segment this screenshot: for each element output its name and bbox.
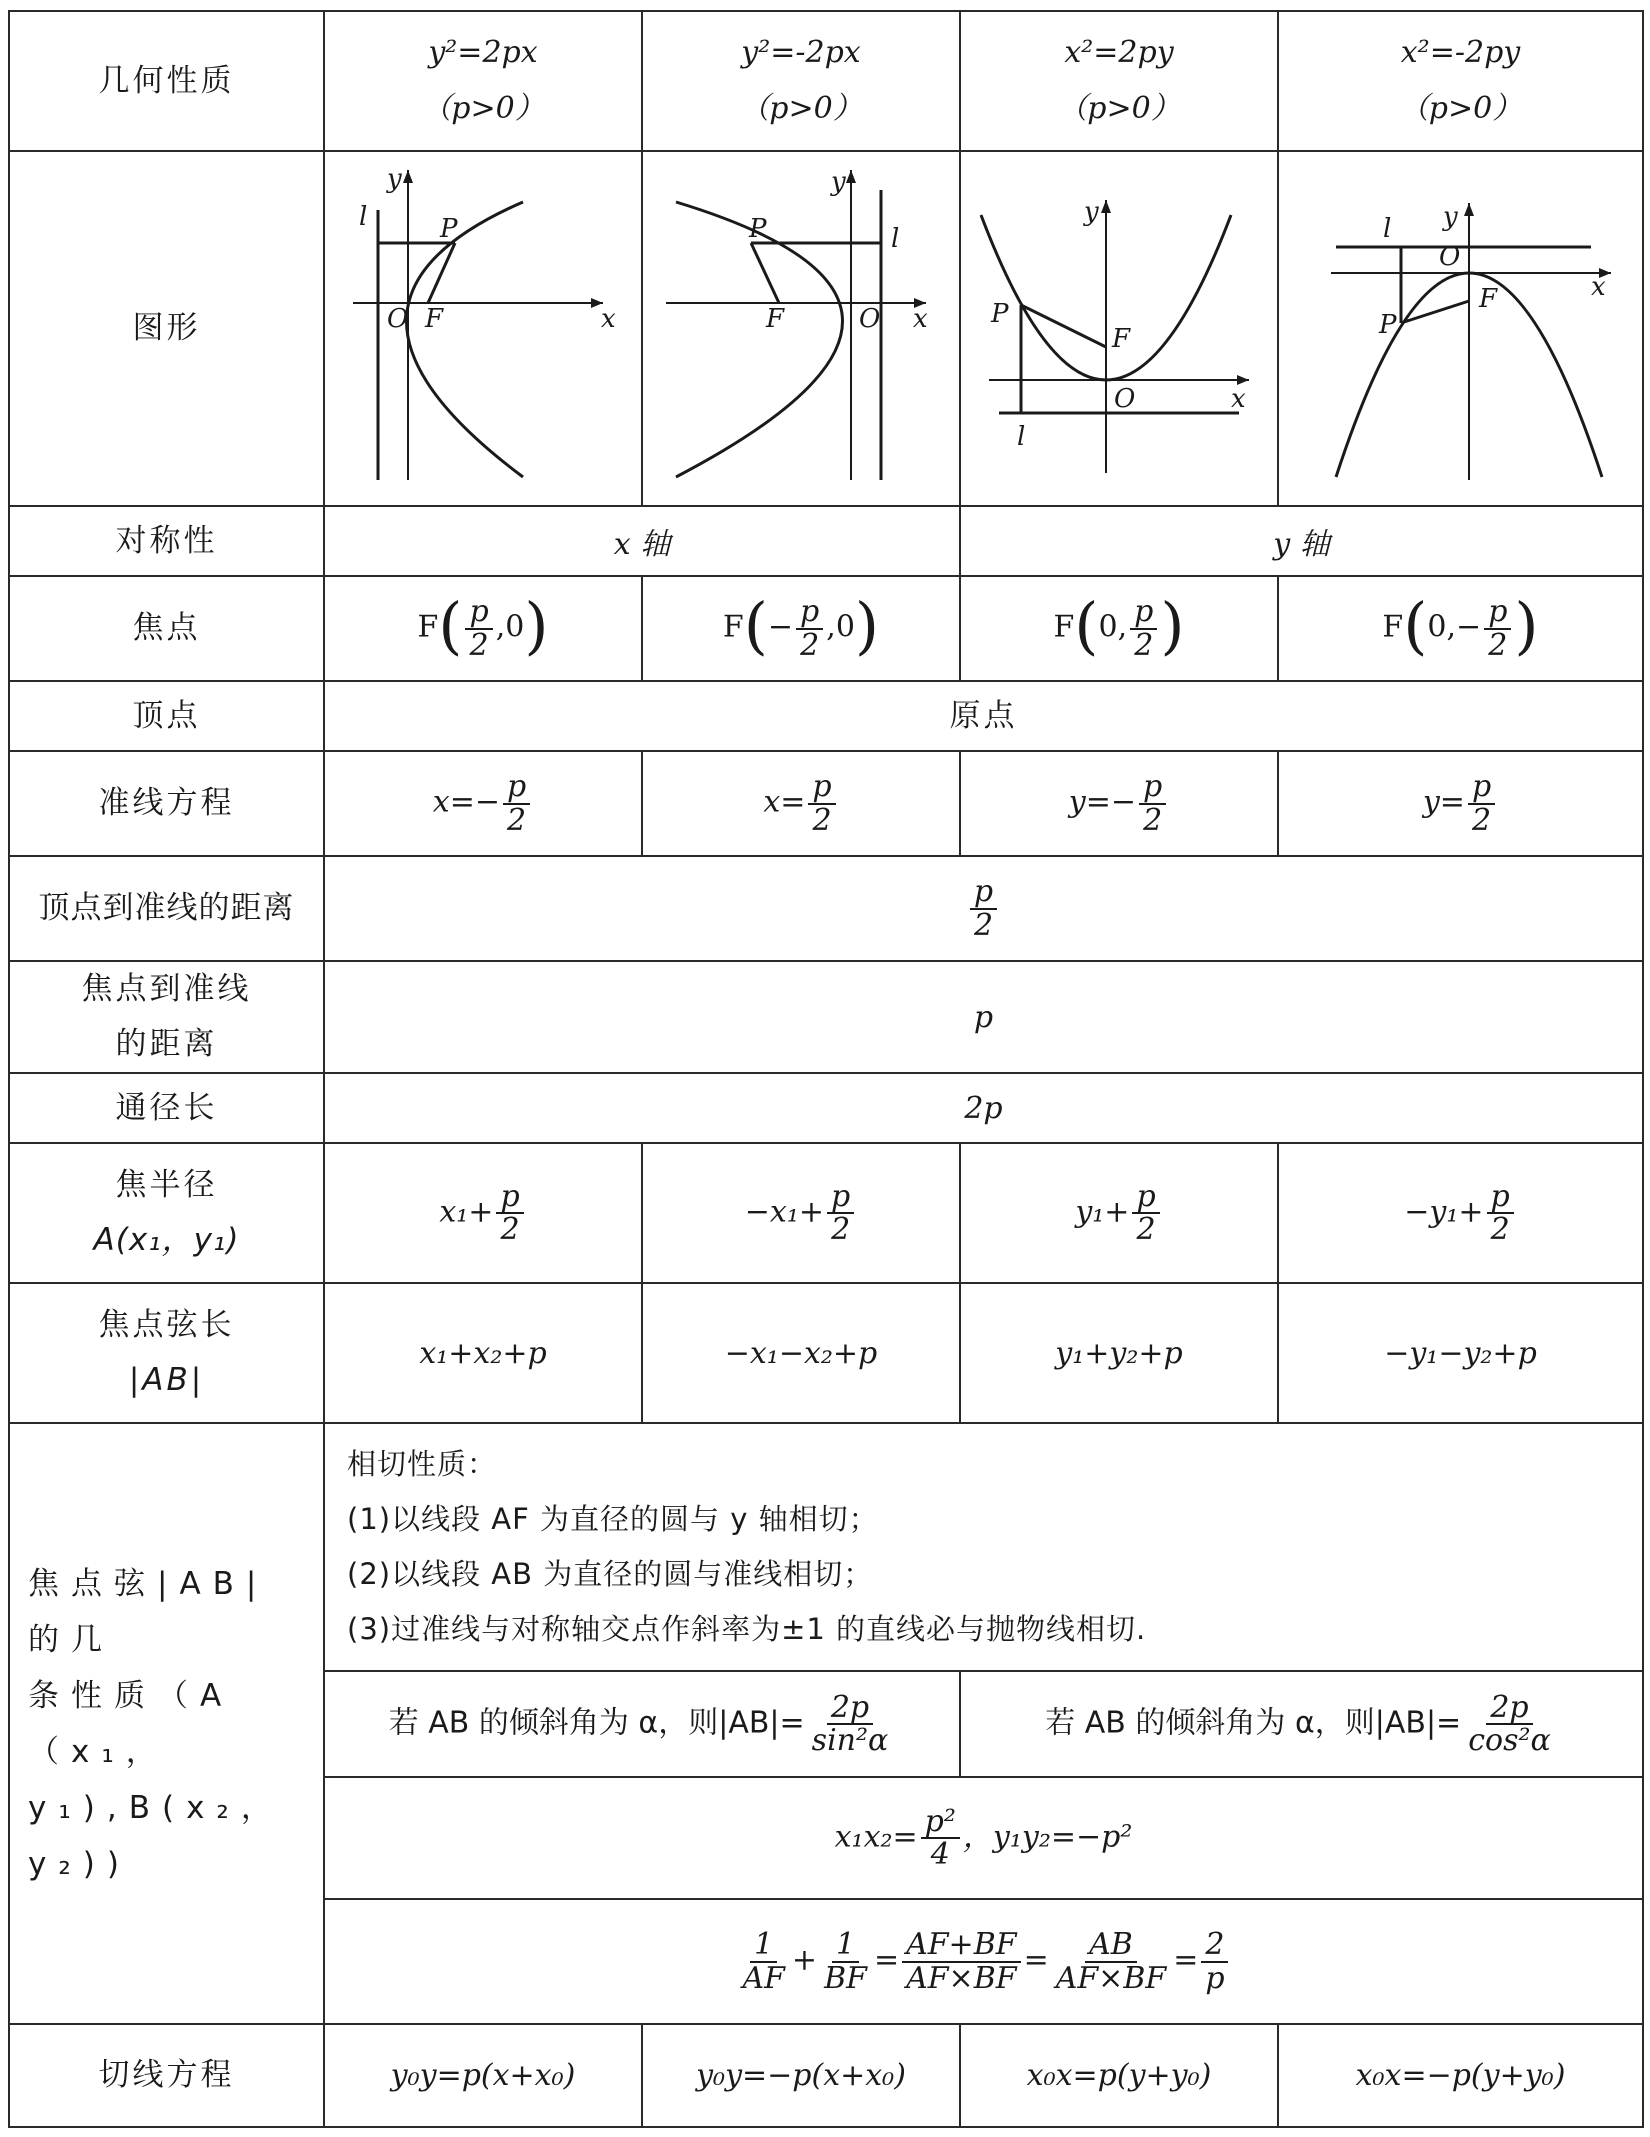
row-label-focal-radius: 焦半径 A(x₁，y₁) <box>9 1143 324 1283</box>
header-eq-4 <box>1278 11 1643 151</box>
directrix-label: l <box>891 223 900 254</box>
symmetry-x-axis: x 轴 <box>324 506 960 576</box>
chord-length-value-1: x₁+x₂+p <box>324 1283 642 1423</box>
condition-text: （p>0） <box>421 91 545 126</box>
fraction: $\frac{p}{2}$ <box>1487 1181 1514 1246</box>
angle-formula-cos: 若 AB 的倾斜角为 α，则|AB|= $\frac{2p}{\text{cos²α}}$ <box>960 1671 1643 1777</box>
reciprocal-formula: $\frac{1}{AF}$ + $\frac{1}{BF}$ = $\frac{AF+BF}{AF\times BF}$ = $\frac{AB}{AF\times BF}$ = $\frac{2}{p}$ <box>324 1899 1643 2024</box>
point-p-label: P <box>1378 309 1396 340</box>
origin-label: O <box>1114 383 1136 414</box>
x-axis-label: x <box>913 303 928 334</box>
figure-cell-1 <box>324 151 642 506</box>
focus-label: F <box>1478 283 1497 314</box>
fraction: $\frac{2p}{\text{cos²α}}$ <box>1468 1689 1551 1758</box>
product-formula: x₁x₂= $\frac{\text{p²}}{4}$ ，y₁y₂=−p² <box>324 1777 1643 1899</box>
directrix-label: l <box>1017 421 1026 452</box>
x-axis-label: x <box>1231 383 1246 414</box>
fraction: $\frac{p}{2}$ <box>1132 1181 1159 1246</box>
x-axis-label: x <box>601 303 616 334</box>
focus-distance-row <box>9 961 1643 1073</box>
chord-props-tangent-row <box>9 1423 1643 1671</box>
tangent-properties-text <box>324 1423 1643 1671</box>
fraction: $\frac{1}{BF}$ <box>824 1927 867 1996</box>
fraction: $\frac{2}{p}$ <box>1201 1929 1228 1994</box>
symmetry-y-axis: y 轴 <box>960 506 1643 576</box>
focal-radius-value-2: −x₁+ $\frac{p}{2}$ <box>642 1143 960 1283</box>
focal-radius-value-1: x₁+ $\frac{p}{2}$ <box>324 1143 642 1283</box>
row-label-vertex: 顶点 <box>9 681 324 751</box>
latus-row <box>9 1073 1643 1143</box>
row-label-symmetry: 对称性 <box>9 506 324 576</box>
fraction: $\frac{1}{AF}$ <box>742 1927 785 1996</box>
row-label-chord-length: 焦点弦长 |AB| <box>9 1283 324 1423</box>
fraction: $\frac{p}{2}$ <box>827 1181 854 1246</box>
tangent-item-3: (3)过准线与对称轴交点作斜率为±1 的直线必与抛物线相切. <box>347 1612 1147 1646</box>
fraction: $\frac{p}{2}$ <box>1468 771 1495 836</box>
chord-length-value-4: −y₁−y₂+p <box>1278 1283 1643 1423</box>
y-axis-label: y <box>387 163 402 194</box>
parabola-up-figure <box>969 155 1269 495</box>
focal-radius-value-4: −y₁+ $\frac{p}{2}$ <box>1278 1143 1643 1283</box>
x-axis-label: x <box>1590 271 1606 302</box>
directrix-value-3: y=− $\frac{p}{2}$ <box>960 751 1278 856</box>
directrix-value-2: x= $\frac{p}{2}$ <box>642 751 960 856</box>
header-row <box>9 11 1643 151</box>
chord-length-value-3: y₁+y₂+p <box>960 1283 1278 1423</box>
tangent-eq-value-1: y₀y=p(x+x₀) <box>324 2024 642 2127</box>
tangent-eq-value-2: y₀y=−p(x+x₀) <box>642 2024 960 2127</box>
focus-label: F <box>766 303 785 334</box>
origin-label: O <box>1438 241 1460 272</box>
point-p-label: P <box>749 213 767 244</box>
eq-text: x²=-2py <box>1400 35 1521 70</box>
tangent-item-1: (1)以线段 AF 为直径的圆与 y 轴相切； <box>347 1502 879 1536</box>
vertex-distance-row <box>9 856 1643 961</box>
parabola-properties-table <box>8 10 1644 2128</box>
focus-distance-value: p <box>324 961 1643 1073</box>
parabola-left-figure <box>651 155 951 495</box>
directrix-label: l <box>1382 213 1391 244</box>
fraction: $\frac{2p}{\text{sin²α}}$ <box>811 1689 889 1758</box>
header-eq-1 <box>324 11 642 151</box>
fraction: $\frac{p}{2}$ <box>1484 596 1511 661</box>
y-axis-label: y <box>1442 201 1458 232</box>
row-label-geometric-property: 几何性质 <box>9 11 324 151</box>
y-axis-label: y <box>1084 196 1099 227</box>
tangent-eq-value-3: x₀x=p(y+y₀) <box>960 2024 1278 2127</box>
row-label-focus: 焦点 <box>9 576 324 681</box>
focus-value-1: F( $\frac{p}{2}$ ,0) <box>324 576 642 681</box>
fraction: $\frac{p}{2}$ <box>1130 596 1157 661</box>
vertex-value: 原点 <box>324 681 1643 751</box>
y-axis-arrow-icon <box>846 170 856 183</box>
row-label-chord-properties: 焦点弦|AB|的几 条性质（A（x₁， y₁),B(x₂，y₂)) <box>9 1423 324 2024</box>
condition-text: （p>0） <box>1398 91 1523 126</box>
figure-cell-4 <box>1278 151 1643 506</box>
focal-radius-value-3: y₁+ $\frac{p}{2}$ <box>960 1143 1278 1283</box>
eq-text: x²=2py <box>1064 35 1174 70</box>
row-label-directrix: 准线方程 <box>9 751 324 856</box>
fraction: $\frac{AB}{AF\times BF}$ <box>1055 1927 1167 1996</box>
fraction: $\frac{p}{2}$ <box>465 596 492 661</box>
fraction: $\frac{\text{p²}}{4}$ <box>921 1806 960 1871</box>
vertex-row <box>9 681 1643 751</box>
parabola-down-figure <box>1291 155 1631 495</box>
y-axis-arrow-icon <box>1101 200 1111 213</box>
p-to-focus-segment <box>751 243 779 303</box>
focal-radius-row <box>9 1143 1643 1283</box>
symmetry-row <box>9 506 1643 576</box>
header-eq-3 <box>960 11 1278 151</box>
row-label-latus: 通径长 <box>9 1073 324 1143</box>
eq-text: y²=2px <box>428 35 538 70</box>
parabola-right-figure <box>333 155 633 495</box>
fraction: $\frac{p}{2}$ <box>1139 771 1166 836</box>
fraction: $\frac{p}{2}$ <box>496 1181 523 1246</box>
focus-row <box>9 576 1643 681</box>
fraction: $\frac{AF+BF}{AF\times BF}$ <box>902 1929 1020 1994</box>
fraction: $\frac{p}{2}$ <box>808 771 835 836</box>
origin-label: O <box>859 303 881 334</box>
figure-row <box>9 151 1643 506</box>
directrix-row <box>9 751 1643 856</box>
row-label-tangent-equation: 切线方程 <box>9 2024 324 2127</box>
tangent-equation-row <box>9 2024 1643 2127</box>
chord-length-row <box>9 1283 1643 1423</box>
point-p-label: P <box>991 298 1009 329</box>
header-eq-2 <box>642 11 960 151</box>
focus-value-4: F(0,− $\frac{p}{2}$ ) <box>1278 576 1643 681</box>
condition-text: （p>0） <box>1057 91 1181 126</box>
figure-cell-2 <box>642 151 960 506</box>
fraction: $\frac{p}{2}$ <box>503 771 530 836</box>
vertex-distance-value <box>324 856 1643 961</box>
tangent-eq-value-4: x₀x=−p(y+y₀) <box>1278 2024 1643 2127</box>
focus-label: F <box>1112 323 1131 354</box>
focus-label: F <box>425 303 444 334</box>
angle-formula-sin: 若 AB 的倾斜角为 α，则|AB|= $\frac{2p}{\text{sin²α}}$ <box>324 1671 960 1777</box>
row-label-focus-distance: 焦点到准线 的距离 <box>9 961 324 1073</box>
directrix-value-1: x=− $\frac{p}{2}$ <box>324 751 642 856</box>
y-axis-arrow-icon <box>403 170 413 183</box>
focus-value-2: F(− $\frac{p}{2}$ ,0) <box>642 576 960 681</box>
chord-length-value-2: −x₁−x₂+p <box>642 1283 960 1423</box>
origin-label: O <box>387 303 409 334</box>
tangent-item-2: (2)以线段 AB 为直径的圆与准线相切； <box>347 1557 874 1591</box>
fraction: $\frac{p}{2}$ <box>796 596 823 661</box>
fraction: $\frac{p}{2}$ <box>970 876 997 941</box>
y-axis-arrow-icon <box>1464 203 1474 216</box>
figure-cell-3 <box>960 151 1278 506</box>
y-axis-label: y <box>831 166 846 197</box>
condition-text: （p>0） <box>739 91 863 126</box>
point-p-label: P <box>440 213 458 244</box>
row-label-vertex-distance: 顶点到准线的距离 <box>9 856 324 961</box>
directrix-label: l <box>359 201 368 232</box>
latus-value: 2p <box>324 1073 1643 1143</box>
directrix-value-4: y= $\frac{p}{2}$ <box>1278 751 1643 856</box>
tangent-title: 相切性质： <box>347 1447 498 1481</box>
row-label-figure: 图形 <box>9 151 324 506</box>
eq-text: y²=-2px <box>741 35 861 70</box>
focus-value-3: F(0, $\frac{p}{2}$ ) <box>960 576 1278 681</box>
